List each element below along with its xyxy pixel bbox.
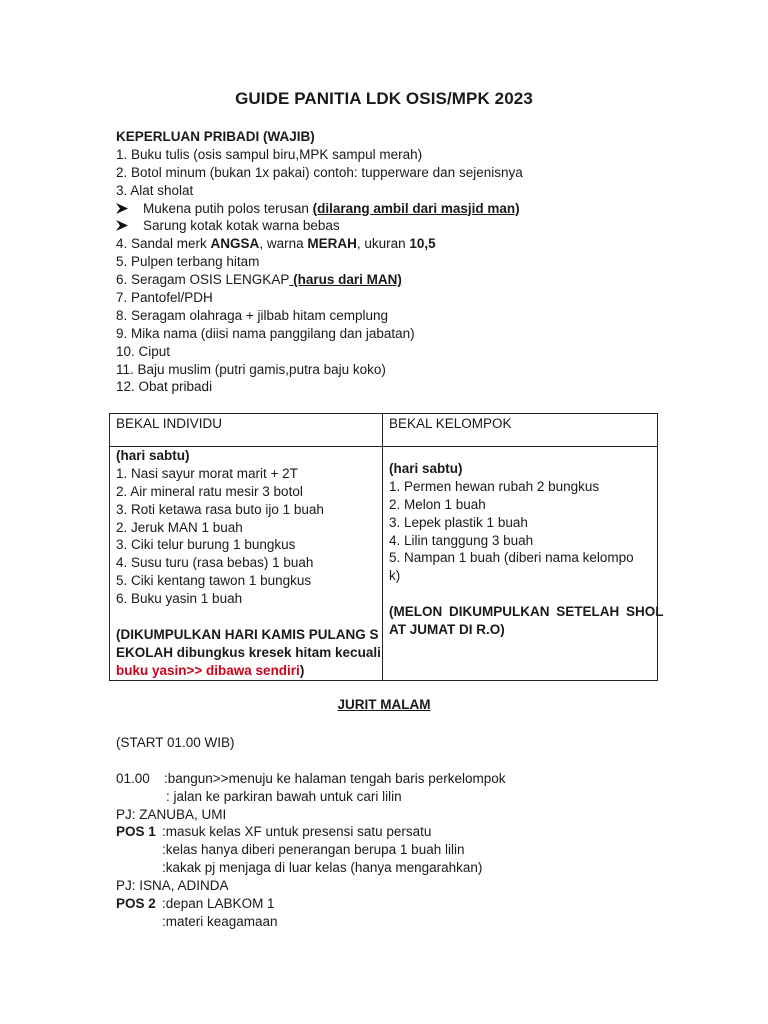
sub-item-text: Sarung kotak kotak warna bebas xyxy=(143,218,340,234)
schedule-line xyxy=(116,770,676,788)
list-item: 5. Pulpen terbang hitam xyxy=(116,254,260,270)
list-item: 10. Ciput xyxy=(116,343,171,359)
header-bekal-kelompok: BEKAL KELOMPOK xyxy=(383,414,658,447)
individu-note-end: ) xyxy=(299,662,305,678)
list-item: 6. Buku yasin 1 buah xyxy=(116,591,243,607)
page-title: GUIDE PANITIA LDK OSIS/MPK 2023 xyxy=(235,89,533,108)
list-item-cont: k) xyxy=(389,568,401,584)
list-item: 5. Nampan 1 buah (diberi nama kelompo xyxy=(389,550,634,566)
list-item: 1. Permen hewan rubah 2 bungkus xyxy=(389,478,600,494)
individu-note-red: buku yasin>> dibawa sendiri xyxy=(116,662,300,678)
schedule-time: 01.00 xyxy=(116,770,150,786)
bekal-table xyxy=(109,413,664,681)
item-text: 6. Seragam OSIS LENGKAP xyxy=(116,272,290,288)
schedule-line: : jalan ke parkiran bawah untuk cari lilin xyxy=(166,788,402,804)
list-item: 5. Ciki kentang tawon 1 bungkus xyxy=(116,573,312,589)
arrowhead-bullet-icon xyxy=(116,200,128,214)
kelompok-day: (hari sabtu) xyxy=(389,461,463,476)
item-text: , warna xyxy=(259,236,308,252)
pos-text: :masuk kelas XF untuk presensi satu persatu xyxy=(162,824,432,840)
list-item: 9. Mika nama (diisi nama panggilang dan jabatan) xyxy=(116,325,415,341)
list-item: 2. Air mineral ratu mesir 3 botol xyxy=(116,483,303,499)
list-item: 8. Seragam olahraga + jilbab hitam cemplung xyxy=(116,307,389,323)
list-item: 2. Jeruk MAN 1 buah xyxy=(116,519,243,535)
list-item xyxy=(116,235,676,253)
keperluan-heading: KEPERLUAN PRIBADI (WAJIB) xyxy=(116,129,315,144)
list-item: 1. Nasi sayur morat marit + 2T xyxy=(116,465,298,481)
spacer xyxy=(116,608,376,626)
list-item: 3. Lepek plastik 1 buah xyxy=(389,514,528,530)
list-item: 4. Lilin tanggung 3 buah xyxy=(389,532,534,548)
pos-line xyxy=(116,895,676,913)
pj-line: PJ: ISNA, ADINDA xyxy=(116,878,229,894)
table-header-row xyxy=(110,414,658,447)
list-item: 1. Buku tulis (osis sampul biru,MPK sampul merah) xyxy=(116,146,423,162)
list-item: 11. Baju muslim (putri gamis,putra baju koko) xyxy=(116,361,386,377)
jurit-section xyxy=(116,734,676,931)
sub-item-text: Mukena putih polos terusan xyxy=(143,200,313,216)
jurit-start: (START 01.00 WIB) xyxy=(116,735,235,750)
individu-note-line: EKOLAH dibungkus kresek hitam kecuali xyxy=(116,644,381,660)
spacer xyxy=(116,752,676,770)
item-text: 4. Sandal merk xyxy=(116,236,211,252)
pos-label: POS 2 xyxy=(116,896,156,912)
individu-cell xyxy=(110,447,383,681)
pos-text: :depan LABKOM 1 xyxy=(162,896,275,912)
spacer xyxy=(389,585,651,603)
pos-line xyxy=(116,823,676,841)
item-emphasis: ANGSA xyxy=(210,236,260,252)
list-item: 3. Ciki telur burung 1 bungkus xyxy=(116,537,296,553)
list-item: 7. Pantofel/PDH xyxy=(116,290,213,306)
pos-line: :kakak pj menjaga di luar kelas (hanya mengarahkan) xyxy=(162,860,483,876)
individu-day: (hari sabtu) xyxy=(116,448,190,463)
arrowhead-bullet-icon xyxy=(116,217,128,231)
kelompok-note-line: (MELON DIKUMPULKAN SETELAH SHOL xyxy=(389,604,664,620)
individu-note-line xyxy=(116,662,376,680)
header-bekal-individu: BEKAL INDIVIDU xyxy=(110,414,383,447)
kelompok-note-line: AT JUMAT DI R.O) xyxy=(389,622,505,638)
kelompok-cell xyxy=(383,447,664,681)
list-item: 2. Melon 1 buah xyxy=(389,496,486,512)
sub-list-item xyxy=(116,217,676,235)
individu-note-line: (DIKUMPULKAN HARI KAMIS PULANG S xyxy=(116,626,379,642)
item-emphasis: 10,5 xyxy=(409,236,436,252)
table-row xyxy=(110,447,658,681)
sub-item-note: (dilarang ambil dari masjid man) xyxy=(312,200,520,216)
list-item: 4. Susu turu (rasa bebas) 1 buah xyxy=(116,555,314,571)
list-item: 3. Roti ketawa rasa buto ijo 1 buah xyxy=(116,501,324,517)
item-note: (harus dari MAN) xyxy=(289,272,402,288)
list-item xyxy=(116,271,676,289)
pos-line: :materi keagamaan xyxy=(162,913,278,929)
list-item: 3. Alat sholat xyxy=(116,182,194,198)
pos-line: :kelas hanya diberi penerangan berupa 1 buah lilin xyxy=(162,842,465,858)
list-item: 2. Botol minum (bukan 1x pakai) contoh: tupperware dan sejenisnya xyxy=(116,164,523,180)
item-emphasis: MERAH xyxy=(307,236,357,252)
sub-list-item xyxy=(116,200,676,218)
list-item: 12. Obat pribadi xyxy=(116,379,213,395)
keperluan-section xyxy=(116,128,676,396)
pj-line: PJ: ZANUBA, UMI xyxy=(116,806,227,822)
jurit-heading: JURIT MALAM xyxy=(337,697,431,712)
item-text: , ukuran xyxy=(356,236,410,252)
schedule-text: :bangun>>menuju ke halaman tengah baris perkelompok xyxy=(164,770,506,786)
pos-label: POS 1 xyxy=(116,824,156,840)
